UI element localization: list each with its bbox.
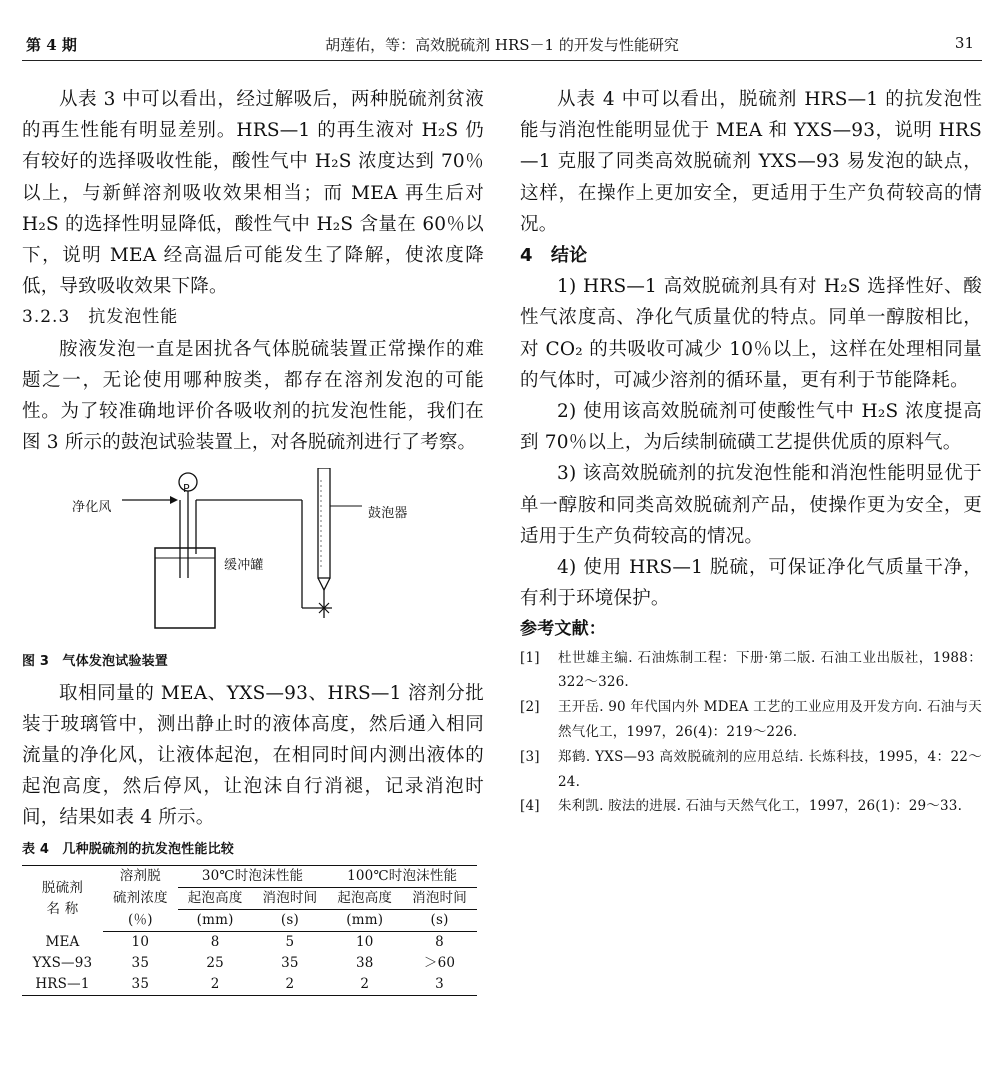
reference-item	[520, 646, 982, 696]
reference-list	[520, 646, 982, 820]
page-number: 31	[954, 34, 974, 52]
reference-number: [1]	[520, 649, 540, 666]
table-row	[22, 931, 477, 953]
col-header-100c: 100℃时泡沫性能	[327, 865, 477, 887]
table-row	[22, 974, 477, 996]
col-unit-s-100: (s)	[402, 909, 477, 931]
pressure-gauge-icon: P	[183, 482, 190, 496]
table-4-foaming	[22, 865, 477, 996]
col-header-conc-line1: 溶剂脱	[103, 865, 178, 887]
references-heading: 参考文献：	[520, 619, 606, 640]
cell: 2	[327, 974, 402, 996]
reference-item	[520, 695, 982, 745]
cell: 35	[131, 954, 150, 971]
col-header-height-100: 起泡高度	[327, 887, 402, 909]
reference-text: 郑鹤. YXS—93 高效脱硫剂的应用总结. 长炼科技，1995，4：22～24.	[558, 748, 982, 790]
cell: 35	[281, 954, 299, 971]
cell: 25	[206, 954, 224, 971]
cell: 3	[402, 974, 477, 996]
label-bubbler: 鼓泡器	[368, 506, 408, 522]
cell: 5	[285, 933, 295, 950]
cell: 38	[355, 954, 374, 971]
section-heading-antifoam: 3.2.3 抗发泡性能	[22, 307, 179, 328]
table-row	[22, 953, 477, 974]
paragraph-foaming: 胺液发泡一直是困扰各气体脱硫装置正常操作的难题之一，无论使用哪种胺类，都存在溶剂发泡的可能性。为了较准确地评价各吸收剂的抗发泡性能，我们在图 3 所示的鼓泡试验装置上，对各脱硫剂进行了考察。	[22, 338, 484, 454]
cell: HRS—1	[22, 974, 103, 996]
cell: 8	[210, 933, 220, 950]
paragraph-table4-discussion: 从表 4 中可以看出，脱硫剂 HRS—1 的抗发泡性能与消泡性能明显优于 MEA 和 YXS—93，说明 HRS—1 克服了同类高效脱硫剂 YXS—93 易发泡的缺点，这样，在操作上更加安全，更适用于生产负荷较高的情况。	[520, 89, 982, 235]
col-header-name-line1: 脱硫剂	[41, 879, 84, 896]
issue-number: 第 4 期	[26, 36, 77, 54]
reference-number: [4]	[520, 798, 540, 815]
figure-3-apparatus	[22, 468, 484, 646]
col-unit-percent: (％)	[103, 909, 178, 931]
reference-number: [2]	[520, 699, 540, 716]
left-column	[22, 84, 484, 996]
paragraph-method: 取相同量的 MEA、YXS—93、HRS—1 溶剂分批装于玻璃管中，测出静止时的液体高度，然后通入相同流量的净化风，让液体起泡，在相同时间内测出液体的起泡高度，然后停风，让泡沫自行消褪，记录消泡时间，结果如表 4 所示。	[22, 682, 484, 829]
reference-text: 朱利凯. 胺法的进展. 石油与天然气化工，1997，26(1)：29～33.	[558, 798, 963, 815]
cell: YXS—93	[32, 954, 93, 971]
col-header-name	[22, 865, 103, 931]
conclusion-item-4: 4) 使用 HRS—1 脱硫，可保证净化气质量干净，有利于环境保护。	[520, 557, 982, 610]
paragraph-regeneration: 从表 3 中可以看出，经过解吸后，两种脱硫剂贫液的再生性能有明显差别。HRS—1 的再生液对 H₂S 仍有较好的选择吸收性能，酸性气中 H₂S 浓度达到 70％以上，与新鲜溶剂吸收效果相当；而 MEA 再生后对 H₂S 的选择性明显降低，酸性气中 H₂S 含量在 60％以下，说明 MEA 经高温后可能发生了降解，使浓度降低，导致吸收效果下降。	[22, 89, 484, 298]
running-title: 胡莲佑，等：高效脱硫剂 HRS－1 的开发与性能研究	[325, 36, 679, 54]
cell: 2	[178, 974, 253, 996]
cell: MEA	[45, 933, 80, 950]
section-heading-conclusion: 4 结论	[520, 245, 588, 267]
cell: 10	[355, 933, 374, 950]
col-header-time-30: 消泡时间	[253, 887, 328, 909]
reference-text: 王开岳. 90 年代国内外 MDEA 工艺的工业应用及开发方向. 石油与天然气化工，1997，26(4)：219～226.	[558, 699, 982, 741]
col-unit-s-30: (s)	[253, 909, 328, 931]
right-column	[520, 84, 982, 819]
col-unit-mm-30: (mm)	[178, 909, 253, 931]
cell: 2	[253, 974, 328, 996]
col-header-time-100: 消泡时间	[402, 887, 477, 909]
reference-item	[520, 745, 982, 795]
conclusion-item-1: 1) HRS—1 高效脱硫剂具有对 H₂S 选择性好、酸性气浓度高、净化气质量优的特点。同单一醇胺相比，对 CO₂ 的共吸收可减少 10％以上，这样在处理相同量的气体时，可减少溶剂的循环量，更有利于节能降耗。	[520, 276, 982, 391]
col-header-height-30: 起泡高度	[178, 887, 253, 909]
table-4-caption: 表 4 几种脱硫剂的抗发泡性能比较	[22, 841, 234, 857]
label-purified-air: 净化风	[72, 500, 112, 516]
label-buffer-tank: 缓冲罐	[224, 558, 264, 574]
cell: 10	[131, 933, 150, 950]
col-header-name-line2: 名 称	[46, 900, 79, 917]
reference-item	[520, 794, 982, 819]
figure-3-caption: 图 3 气体发泡试验装置	[22, 654, 168, 670]
cell: 35	[103, 974, 178, 996]
cell: ＞60	[423, 954, 456, 971]
col-header-conc-line2: 硫剂浓度	[112, 889, 168, 906]
col-header-30c: 30℃时泡沫性能	[178, 865, 328, 887]
conclusion-item-3: 3) 该高效脱硫剂的抗发泡性能和消泡性能明显优于单一醇胺和同类高效脱硫剂产品，使操作更为安全，更适用于生产负荷较高的情况。	[520, 463, 982, 547]
header-rule	[22, 60, 982, 61]
conclusion-item-2: 2) 使用该高效脱硫剂可使酸性气中 H₂S 浓度提高到 70％以上，为后续制硫磺工艺提供优质的原料气。	[520, 401, 982, 454]
reference-number: [3]	[520, 748, 540, 765]
running-header	[22, 28, 982, 58]
col-unit-mm-100: (mm)	[327, 909, 402, 931]
reference-text: 杜世雄主编. 石油炼制工程：下册·第二版. 石油工业出版社，1988：322～326.	[558, 649, 982, 691]
cell: 8	[435, 933, 444, 950]
